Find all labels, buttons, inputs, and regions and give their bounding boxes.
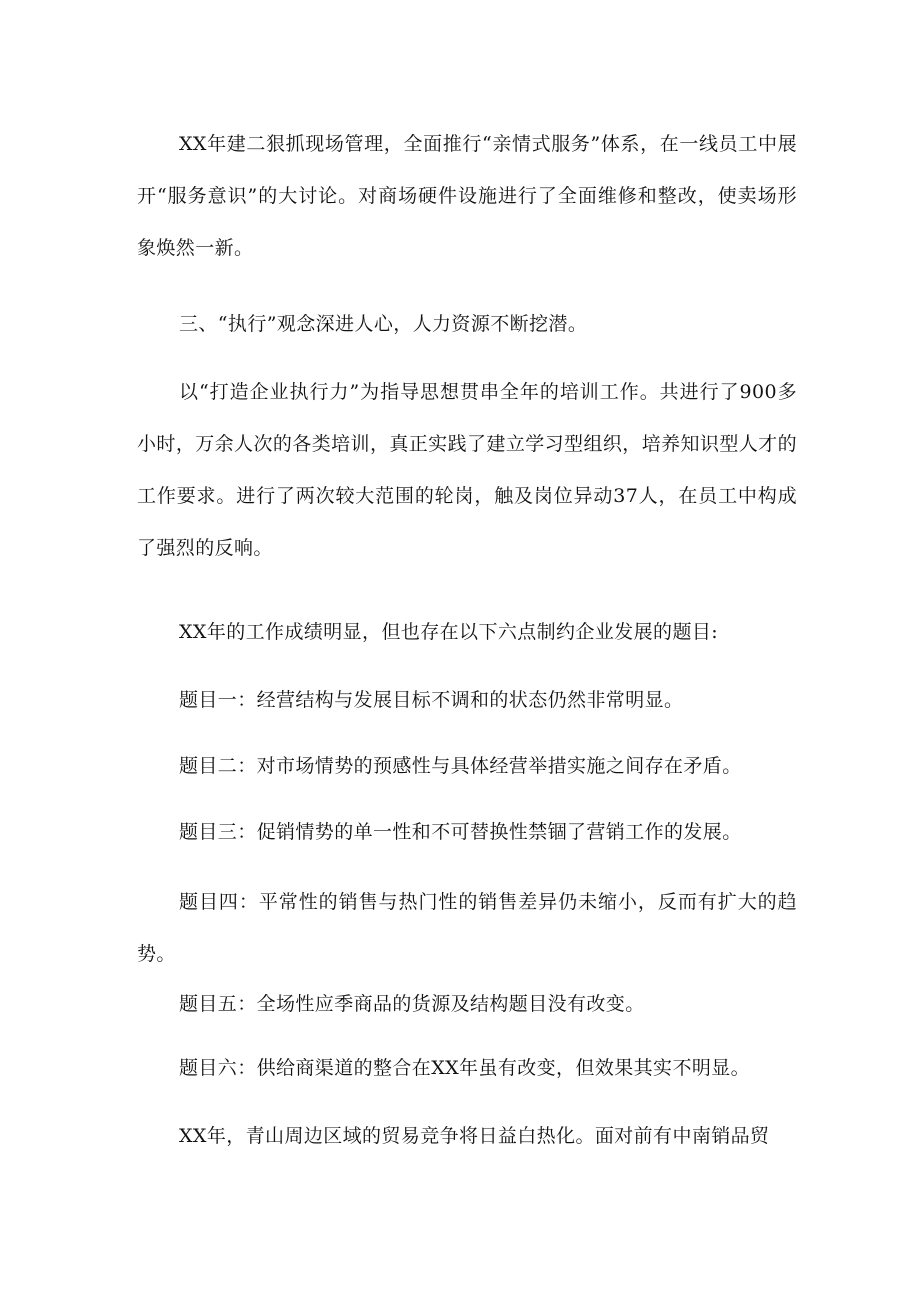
paragraph-training: 以“打造企业执行力”为指导思想贯串全年的培训工作。共进行了900多小时，万余人次的各类培训，真正实践了建立学习型组织，培养知识型人才的工作要求。进行了两次较大范围的轮岗，触及岗位异动37人，在员工中构成了强烈的反响。 bbox=[137, 381, 797, 559]
paragraph-problem-3: 题目三：促销情势的单一性和不可替换性禁锢了营销工作的发展。 bbox=[179, 821, 742, 843]
paragraph-service-system: XX年建二狠抓现场管理，全面推行“亲情式服务”体系，在一线员工中展开“服务意识”的大讨论。对商场硬件设施进行了全面维修和整改，使卖场形象焕然一新。 bbox=[137, 133, 797, 259]
paragraph-problem-2: 题目二：对市场情势的预感性与具体经营举措实施之间存在矛盾。 bbox=[179, 755, 742, 777]
paragraph-competition: XX年，青山周边区域的贸易竞争将日益白热化。面对前有中南销品贸 bbox=[179, 1125, 770, 1147]
paragraph-problem-6: 题目六：供给商渠道的整合在XX年虽有改变，但效果其实不明显。 bbox=[179, 1057, 751, 1079]
section-heading-execution: 三、“执行”观念深进人心，人力资源不断挖潜。 bbox=[179, 313, 588, 335]
paragraph-problem-4: 题目四：平常性的销售与热门性的销售差异仍未缩小，反而有扩大的趋势。 bbox=[137, 891, 797, 965]
paragraph-problem-1: 题目一：经营结构与发展目标不调和的状态仍然非常明显。 bbox=[179, 689, 684, 711]
paragraph-problems-intro: XX年的工作成绩明显，但也存在以下六点制约企业发展的题目: bbox=[179, 621, 719, 643]
paragraph-problem-5: 题目五：全场性应季商品的货源及结构题目没有改变。 bbox=[179, 993, 645, 1015]
